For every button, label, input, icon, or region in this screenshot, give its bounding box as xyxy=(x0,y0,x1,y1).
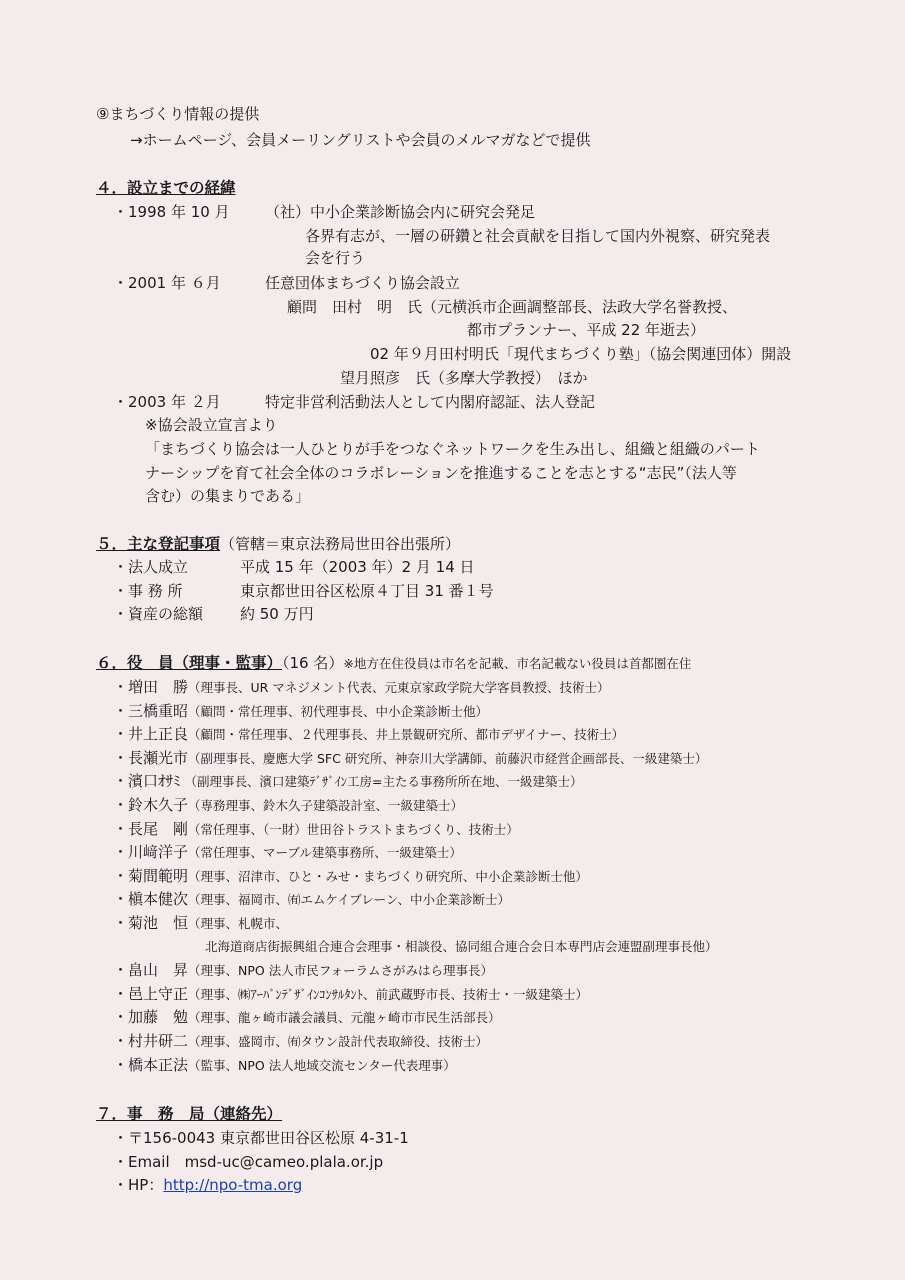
member-name: ・菊池 恒 xyxy=(113,914,189,932)
member-description: （理事、盛岡市、㈲タウン設計代表取締役、技術士） xyxy=(188,1034,489,1049)
member-description: （理事、㈱ｱｰﾊﾞﾝﾃﾞｻﾞｲﾝｺﾝｻﾙﾀﾝﾄ、前武蔵野市長、技術士・一級建築士） xyxy=(188,986,589,1002)
member-description: （副理事長、慶應大学 SFC 研究所、神奈川大学講師、前藤沢市経営企画部長、一級建築士） xyxy=(188,750,708,766)
member-item xyxy=(113,748,707,769)
section-5-header xyxy=(96,534,460,554)
member-item xyxy=(113,677,609,698)
registry-label: ・法人成立 xyxy=(113,558,189,576)
member-name: ・三橋重昭 xyxy=(113,701,189,720)
member-item xyxy=(113,819,519,840)
member-item xyxy=(113,889,510,910)
event-date: ・1998 年 10 月 xyxy=(113,203,230,221)
registry-label: ・事 務 所 xyxy=(113,582,183,600)
member-name: ・増田 勝 xyxy=(113,678,189,696)
member-count: （16 名） xyxy=(282,654,344,672)
office-email: ・Email msd-uc@cameo.plala.or.jp xyxy=(113,1153,384,1171)
member-description: （顧問・常任理事、２代理事長、井上景観研究所、都市デザイナー、技術士） xyxy=(188,727,625,743)
member-name: ・川﨑洋子 xyxy=(113,843,189,862)
member-name: ・井上正良 xyxy=(113,725,189,744)
member-item xyxy=(113,701,488,722)
member-name: ・濱口ｵｻﾐ xyxy=(113,772,181,791)
member-description: （監事、NPO 法人地域交流センター代表理事） xyxy=(188,1057,456,1073)
section-5-heading: ５．主な登記事項 xyxy=(96,535,221,553)
hp-link[interactable]: http://npo-tma.org xyxy=(163,1176,303,1194)
event-text: 特定非営利活動法人として内閣府認証、法人登記 xyxy=(265,393,596,411)
member-item xyxy=(113,960,493,981)
item-9-title: ⑨まちづくり情報の提供 xyxy=(96,105,260,123)
event-text: 02 年９月田村明氏「現代まちづくり塾」（協会関連団体）開設 xyxy=(370,345,792,363)
member-name: ・槇本健次 xyxy=(113,890,189,909)
member-item xyxy=(113,1055,456,1076)
member-item xyxy=(113,1007,501,1028)
member-name: ・畠山 昇 xyxy=(113,961,189,980)
member-description: （専務理事、鈴木久子建築設計室、一級建築士） xyxy=(188,798,464,813)
event-text: 望月照彦 氏（多摩大学教授） ほか xyxy=(340,369,588,387)
member-description: （理事、NPO 法人市民フォーラムさがみはら理事長） xyxy=(188,963,493,979)
event-text: 任意団体まちづくり協会設立 xyxy=(265,274,460,292)
event-date: ・2001 年 ６月 xyxy=(113,274,221,292)
declaration-text: ナーシップを育て社会全体のコラボレーションを推進することを志とする“志民”（法人等 xyxy=(145,464,737,482)
member-name: ・橋本正法 xyxy=(113,1055,189,1074)
registry-value: 平成 15 年（2003 年）2 月 14 日 xyxy=(240,558,475,576)
item-9-detail: →ホームページ、会員メーリングリストや会員のメルマガなどで提供 xyxy=(130,131,591,149)
member-description: （理事、札幌市、 xyxy=(188,916,289,931)
member-item xyxy=(113,724,624,745)
event-text: （社）中小企業診断協会内に研究会発足 xyxy=(265,203,536,221)
event-date: ・2003 年 ２月 xyxy=(113,393,221,411)
registry-label: ・資産の総額 xyxy=(113,605,204,623)
member-item xyxy=(113,913,288,934)
member-description-continued: 北海道商店街振興組合連合会理事・相談役、協同組合連合会日本専門店会連盟副理事長他） xyxy=(205,938,718,954)
hp-label: ・HP： xyxy=(113,1176,164,1194)
member-description: （理事、沼津市、ひと・みせ・まちづくり研究所、中小企業診断士他） xyxy=(188,868,588,884)
event-text: 各界有志が、一層の研鑽と社会貢献を目指して国内外視察、研究発表 xyxy=(305,227,771,245)
declaration-text: 「まちづくり協会は一人ひとりが手をつなぐネットワークを生み出し、組織と組織のパート xyxy=(145,440,760,458)
registry-value: 約 50 万円 xyxy=(240,605,314,623)
member-name: ・長瀬光市 xyxy=(113,748,189,767)
event-text: 顧問 田村 明 氏（元横浜市企画調整部長、法政大学名誉教授、 xyxy=(287,298,738,316)
section-7-heading: ７．事 務 局（連絡先） xyxy=(96,1105,283,1123)
member-item xyxy=(113,984,588,1005)
member-description: （常任理事、マーブル建築事務所、一級建築士） xyxy=(188,845,462,861)
member-description: （理事、龍ヶ崎市議会議員、元龍ヶ崎市市民生活部長） xyxy=(188,1010,501,1026)
office-address: ・〒156-0043 東京都世田谷区松原 4-31-1 xyxy=(113,1129,409,1147)
member-item xyxy=(113,771,582,792)
member-name: ・加藤 勉 xyxy=(113,1008,189,1027)
event-text: ※協会設立宣言より xyxy=(145,416,278,434)
member-name: ・鈴木久子 xyxy=(113,796,189,814)
member-item xyxy=(113,866,588,887)
member-item xyxy=(113,795,463,816)
member-description: （理事、福岡市、㈲エムケイブレーン、中小企業診断士） xyxy=(188,892,511,908)
member-item xyxy=(113,1031,488,1052)
member-name: ・菊間範明 xyxy=(113,866,189,885)
registry-value: 東京都世田谷区松原４丁目 31 番１号 xyxy=(240,582,494,600)
section-6-note: ※地方在住役員は市名を記載、市名記載ない役員は首都圏在住 xyxy=(343,656,692,671)
member-description: （常任理事、（一財）世田谷トラストまちづくり、技術士） xyxy=(188,821,519,837)
member-name: ・邑上守正 xyxy=(113,984,189,1003)
event-text: 会を行う xyxy=(305,249,366,267)
section-4-heading: ４．設立までの経緯 xyxy=(96,179,236,197)
member-description: （副理事長、濱口建築ﾃﾞｻﾞｲﾝ工房=主たる事務所所在地、一級建築士） xyxy=(180,774,583,790)
member-description: （理事長、UR マネジメント代表、元東京家政学院大学客員教授、技術士） xyxy=(188,680,610,695)
event-text: 都市プランナー、平成 22 年逝去） xyxy=(467,321,706,339)
member-description: （顧問・常任理事、初代理事長、中小企業診断士他） xyxy=(188,703,489,719)
section-5-note: （管轄＝東京法務局世田谷出張所） xyxy=(220,535,461,553)
section-6-header xyxy=(96,653,691,674)
member-item xyxy=(113,842,462,863)
declaration-text: 含む）の集まりである」 xyxy=(145,487,311,505)
section-6-heading: ６．役 員（理事・監事） xyxy=(96,654,283,672)
member-name: ・村井研二 xyxy=(113,1032,189,1050)
office-hp xyxy=(113,1175,302,1195)
member-name: ・長尾 剛 xyxy=(113,819,189,838)
